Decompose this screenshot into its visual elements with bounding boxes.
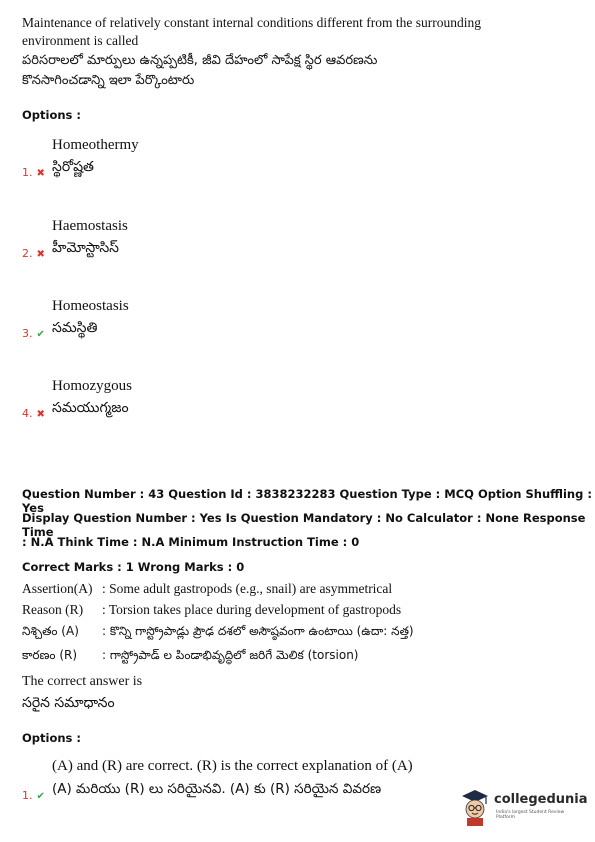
options-label: Options : xyxy=(22,731,81,745)
option-number: 2. ✖ xyxy=(22,247,45,260)
option-text-en: Homeothermy xyxy=(52,137,139,153)
option-text-en: Haemostasis xyxy=(52,218,128,234)
option-number: 1. ✖ xyxy=(22,166,45,179)
option-text-te: సమస్థితి xyxy=(52,320,98,336)
option-text-en: Homozygous xyxy=(52,378,132,394)
correct-answer-label: The correct answer is xyxy=(22,674,143,689)
question-text-telugu: కొనసాగించడాన్ని ఇలా పేర్కొంటారు xyxy=(22,73,195,88)
check-icon: ✔ xyxy=(36,329,45,340)
option-number: 4. ✖ xyxy=(22,407,45,420)
cross-icon: ✖ xyxy=(36,249,45,260)
option-text-en: (A) and (R) are correct. (R) is the correct explanation of (A) xyxy=(52,758,413,774)
option-number: 1. ✔ xyxy=(22,789,45,802)
check-icon: ✔ xyxy=(36,791,45,802)
option-text-te: (A) మరియు (R) లు సరియైనవి. (A) కు (R) సరియైన వివరణ xyxy=(52,781,382,797)
option-text-en: Homeostasis xyxy=(52,298,129,314)
collegedunia-logo: collegedunia India's largest Student Review Platform xyxy=(458,788,583,828)
cross-icon: ✖ xyxy=(36,409,45,420)
assertion-row: Assertion(A) : Some adult gastropods (e.g., snail) are asymmetrical xyxy=(22,581,393,596)
option-text-te: హీమోస్టాసిస్ xyxy=(52,240,119,256)
option-text-te: స్థిరోష్ణత xyxy=(52,159,94,175)
reason-row-telugu: కారణం (R) : గాస్ట్రోపాడ్ ల పిండాభివృద్ధిలో జరిగే మెలిక (torsion) xyxy=(22,648,359,662)
assertion-row-telugu: నిశ్చితం (A) : కొన్ని గాస్ట్రోపాడ్లు ప్రౌఢ దశలో అసౌష్ఠవంగా ఉంటాయి (ఉదా: నత్త) xyxy=(22,624,414,638)
question-text-line: environment is called xyxy=(22,33,139,48)
question-text-telugu: పరిసరాలలో మార్పులు ఉన్నప్పటికీ, జీవి దేహంలో సాపేక్ష స్థిర ఆవరణను xyxy=(22,53,378,68)
mascot-icon xyxy=(458,788,492,826)
correct-answer-label-telugu: సరైన సమాధానం xyxy=(22,695,115,711)
option-number: 3. ✔ xyxy=(22,327,45,340)
question-meta: Display Question Number : Yes Is Question Mandatory : No Calculator : None Response Time xyxy=(22,511,586,539)
question-meta: Question Number : 43 Question Id : 3838232283 Question Type : MCQ Option Shuffling : Yes xyxy=(22,487,592,515)
marks-info: Correct Marks : 1 Wrong Marks : 0 xyxy=(22,560,245,574)
question-text-line: Maintenance of relatively constant internal conditions different from the surrounding xyxy=(22,15,481,30)
option-text-te: సమయుగ్మజం xyxy=(52,400,129,416)
options-label: Options : xyxy=(22,108,81,122)
question-meta: : N.A Think Time : N.A Minimum Instruction Time : 0 xyxy=(22,535,360,549)
cross-icon: ✖ xyxy=(36,168,45,179)
reason-row: Reason (R) : Torsion takes place during development of gastropods xyxy=(22,602,402,617)
